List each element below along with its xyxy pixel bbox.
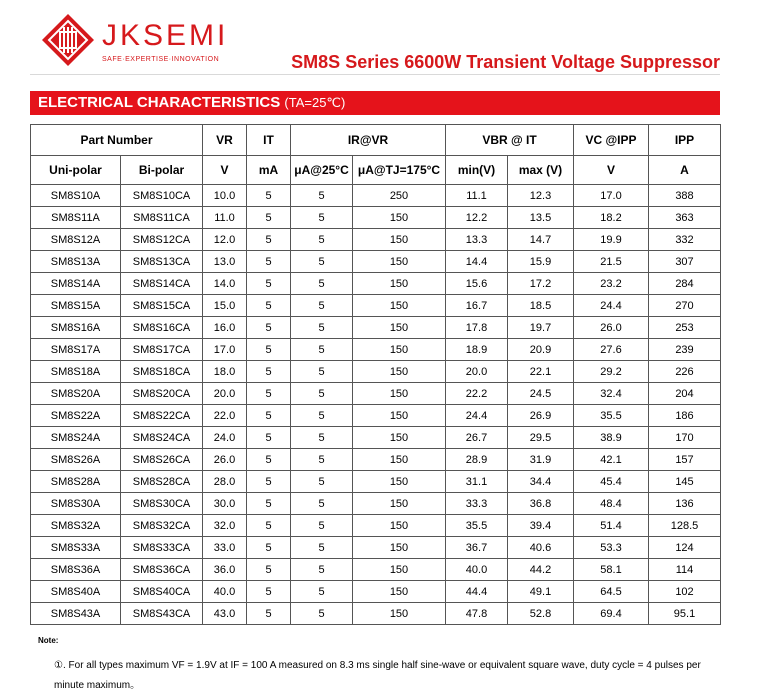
- table-cell: SM8S18A: [31, 361, 121, 383]
- header-ir-175c: μA@TJ=175°C: [353, 156, 446, 185]
- table-cell: 18.2: [574, 207, 649, 229]
- table-cell: 5: [291, 229, 353, 251]
- table-cell: SM8S12CA: [121, 229, 203, 251]
- note-text: ①. For all types maximum VF = 1.9V at IF = 100 A measured on 8.3 ms single half sine-wave or equivalent square wave, duty cycle = 4 pulses per minute maximum。: [54, 660, 701, 691]
- table-cell: 5: [247, 207, 291, 229]
- table-row: [31, 493, 721, 515]
- table-cell: SM8S11CA: [121, 207, 203, 229]
- table-cell: 157: [649, 449, 721, 471]
- table-cell: 35.5: [446, 515, 508, 537]
- table-cell: 30.0: [203, 493, 247, 515]
- table-cell: SM8S28A: [31, 471, 121, 493]
- table-cell: 53.3: [574, 537, 649, 559]
- table-cell: 43.0: [203, 603, 247, 625]
- table-cell: 69.4: [574, 603, 649, 625]
- table-cell: 44.4: [446, 581, 508, 603]
- table-cell: 13.5: [508, 207, 574, 229]
- table-cell: 16.0: [203, 317, 247, 339]
- table-cell: SM8S24CA: [121, 427, 203, 449]
- table-row: [31, 295, 721, 317]
- table-row: [31, 317, 721, 339]
- table-cell: 13.3: [446, 229, 508, 251]
- table-cell: SM8S28CA: [121, 471, 203, 493]
- table-cell: SM8S14A: [31, 273, 121, 295]
- table-cell: 5: [291, 383, 353, 405]
- table-cell: 19.7: [508, 317, 574, 339]
- table-cell: 22.2: [446, 383, 508, 405]
- table-cell: 136: [649, 493, 721, 515]
- table-cell: SM8S10CA: [121, 185, 203, 207]
- table-cell: 11.1: [446, 185, 508, 207]
- header-ir-25c: μA@25°C: [291, 156, 353, 185]
- table-cell: 5: [247, 581, 291, 603]
- table-cell: 5: [291, 427, 353, 449]
- table-cell: 12.0: [203, 229, 247, 251]
- header-vbr-max: max (V): [508, 156, 574, 185]
- table-cell: 26.0: [574, 317, 649, 339]
- table-cell: 5: [291, 559, 353, 581]
- table-cell: SM8S33A: [31, 537, 121, 559]
- table-cell: SM8S20CA: [121, 383, 203, 405]
- table-cell: 34.4: [508, 471, 574, 493]
- table-cell: 33.0: [203, 537, 247, 559]
- table-cell: 15.0: [203, 295, 247, 317]
- document-title: SM8S Series 6600W Transient Voltage Suppressor: [291, 52, 720, 72]
- table-cell: 27.6: [574, 339, 649, 361]
- table-cell: 124: [649, 537, 721, 559]
- table-cell: SM8S26CA: [121, 449, 203, 471]
- table-row: [31, 581, 721, 603]
- table-cell: 22.1: [508, 361, 574, 383]
- table-cell: 26.0: [203, 449, 247, 471]
- header-vc: VC @IPP: [574, 125, 649, 156]
- table-body: [31, 185, 721, 625]
- brand-tagline: SAFE·EXPERTISE·INNOVATION: [102, 56, 220, 63]
- table-cell: 44.2: [508, 559, 574, 581]
- header-vbr: VBR @ IT: [446, 125, 574, 156]
- table-cell: 5: [247, 559, 291, 581]
- table-cell: 31.1: [446, 471, 508, 493]
- table-cell: 150: [353, 229, 446, 251]
- table-cell: 150: [353, 273, 446, 295]
- table-cell: 45.4: [574, 471, 649, 493]
- table-row: [31, 273, 721, 295]
- table-cell: SM8S26A: [31, 449, 121, 471]
- section-banner: [30, 91, 720, 115]
- table-cell: 51.4: [574, 515, 649, 537]
- header-unit-ma: mA: [247, 156, 291, 185]
- table-cell: SM8S40A: [31, 581, 121, 603]
- header-ipp-unit: A: [649, 156, 721, 185]
- table-cell: 239: [649, 339, 721, 361]
- table-cell: 5: [291, 603, 353, 625]
- table-cell: 250: [353, 185, 446, 207]
- table-cell: 24.0: [203, 427, 247, 449]
- note-label: Note:: [38, 636, 59, 645]
- table-cell: 32.0: [203, 515, 247, 537]
- table-cell: 5: [247, 185, 291, 207]
- table-cell: SM8S17CA: [121, 339, 203, 361]
- header-vc-unit: V: [574, 156, 649, 185]
- header-unit-v: V: [203, 156, 247, 185]
- table-cell: 5: [247, 449, 291, 471]
- table-row: [31, 471, 721, 493]
- header-ir: IR@VR: [291, 125, 446, 156]
- table-cell: SM8S13CA: [121, 251, 203, 273]
- table-cell: 150: [353, 493, 446, 515]
- table-cell: 5: [291, 449, 353, 471]
- table-row: [31, 383, 721, 405]
- header-row-2: [31, 156, 721, 185]
- table-cell: SM8S22CA: [121, 405, 203, 427]
- table-cell: 26.7: [446, 427, 508, 449]
- table-cell: 36.7: [446, 537, 508, 559]
- table-cell: 42.1: [574, 449, 649, 471]
- table-cell: 29.2: [574, 361, 649, 383]
- table-cell: 5: [291, 207, 353, 229]
- table-row: [31, 339, 721, 361]
- header-it: IT: [247, 125, 291, 156]
- table-cell: 5: [247, 603, 291, 625]
- table-cell: 20.9: [508, 339, 574, 361]
- table-cell: 150: [353, 317, 446, 339]
- table-cell: 150: [353, 251, 446, 273]
- table-cell: 17.8: [446, 317, 508, 339]
- table-cell: 10.0: [203, 185, 247, 207]
- table-cell: 5: [291, 405, 353, 427]
- table-cell: SM8S18CA: [121, 361, 203, 383]
- table-cell: 29.5: [508, 427, 574, 449]
- table-row: [31, 229, 721, 251]
- header-part-number: Part Number: [31, 125, 203, 156]
- table-cell: 12.3: [508, 185, 574, 207]
- jksemi-diamond-icon: [40, 12, 96, 68]
- table-cell: SM8S15A: [31, 295, 121, 317]
- table-cell: 40.0: [203, 581, 247, 603]
- table-cell: SM8S24A: [31, 427, 121, 449]
- table-cell: 20.0: [203, 383, 247, 405]
- table-cell: 22.0: [203, 405, 247, 427]
- header-ipp: IPP: [649, 125, 721, 156]
- table-cell: 114: [649, 559, 721, 581]
- table-cell: 332: [649, 229, 721, 251]
- table-row: [31, 207, 721, 229]
- table-row: [31, 515, 721, 537]
- table-cell: 14.0: [203, 273, 247, 295]
- table-cell: 28.9: [446, 449, 508, 471]
- table-cell: SM8S16A: [31, 317, 121, 339]
- table-cell: 5: [291, 295, 353, 317]
- table-cell: SM8S40CA: [121, 581, 203, 603]
- table-cell: 5: [291, 317, 353, 339]
- table-cell: 17.0: [574, 185, 649, 207]
- table-cell: 58.1: [574, 559, 649, 581]
- header-bi-polar: Bi-polar: [121, 156, 203, 185]
- table-cell: 5: [291, 339, 353, 361]
- table-cell: SM8S11A: [31, 207, 121, 229]
- table-cell: 150: [353, 537, 446, 559]
- table-cell: 48.4: [574, 493, 649, 515]
- table-cell: 150: [353, 581, 446, 603]
- table-row: [31, 405, 721, 427]
- table-cell: 26.9: [508, 405, 574, 427]
- table-cell: 307: [649, 251, 721, 273]
- table-cell: SM8S12A: [31, 229, 121, 251]
- table-row: [31, 427, 721, 449]
- section-title-text: ELECTRICAL CHARACTERISTICS: [38, 94, 281, 111]
- table-cell: 40.0: [446, 559, 508, 581]
- table-cell: 64.5: [574, 581, 649, 603]
- table-cell: 150: [353, 471, 446, 493]
- table-cell: 36.0: [203, 559, 247, 581]
- table-cell: SM8S13A: [31, 251, 121, 273]
- table-cell: 20.0: [446, 361, 508, 383]
- header-vr: VR: [203, 125, 247, 156]
- table-cell: 47.8: [446, 603, 508, 625]
- table-cell: SM8S10A: [31, 185, 121, 207]
- table-cell: 170: [649, 427, 721, 449]
- header-divider: [30, 74, 720, 75]
- table-cell: 14.4: [446, 251, 508, 273]
- table-cell: 5: [247, 471, 291, 493]
- table-cell: 15.6: [446, 273, 508, 295]
- table-cell: SM8S17A: [31, 339, 121, 361]
- table-cell: 14.7: [508, 229, 574, 251]
- table-cell: 5: [247, 405, 291, 427]
- header-row-1: [31, 125, 721, 156]
- table-cell: 18.0: [203, 361, 247, 383]
- table-cell: 186: [649, 405, 721, 427]
- table-cell: 150: [353, 603, 446, 625]
- table-cell: 5: [247, 339, 291, 361]
- table-row: [31, 185, 721, 207]
- electrical-characteristics-table: [30, 124, 721, 625]
- table-cell: 5: [291, 185, 353, 207]
- table-cell: 5: [247, 383, 291, 405]
- table-cell: 32.4: [574, 383, 649, 405]
- table-cell: 150: [353, 449, 446, 471]
- table-cell: 284: [649, 273, 721, 295]
- table-row: [31, 537, 721, 559]
- table-cell: 36.8: [508, 493, 574, 515]
- table-cell: 150: [353, 405, 446, 427]
- table-cell: 388: [649, 185, 721, 207]
- table-cell: 5: [247, 295, 291, 317]
- jksemi-logo: [40, 12, 240, 68]
- table-cell: SM8S15CA: [121, 295, 203, 317]
- table-cell: 15.9: [508, 251, 574, 273]
- table-cell: 204: [649, 383, 721, 405]
- table-cell: 150: [353, 427, 446, 449]
- table-cell: SM8S32A: [31, 515, 121, 537]
- table-cell: 5: [291, 361, 353, 383]
- table-cell: 17.2: [508, 273, 574, 295]
- table-cell: 5: [247, 361, 291, 383]
- table-row: [31, 559, 721, 581]
- table-cell: 5: [247, 229, 291, 251]
- section-condition: (TA=25℃): [284, 95, 346, 110]
- table-cell: 5: [247, 273, 291, 295]
- table-cell: SM8S14CA: [121, 273, 203, 295]
- table-cell: SM8S22A: [31, 405, 121, 427]
- table-cell: 31.9: [508, 449, 574, 471]
- table-cell: 38.9: [574, 427, 649, 449]
- table-cell: 21.5: [574, 251, 649, 273]
- table-cell: SM8S20A: [31, 383, 121, 405]
- table-cell: 52.8: [508, 603, 574, 625]
- table-cell: 363: [649, 207, 721, 229]
- header-vbr-min: min(V): [446, 156, 508, 185]
- table-cell: 150: [353, 207, 446, 229]
- table-cell: 40.6: [508, 537, 574, 559]
- table-cell: 150: [353, 339, 446, 361]
- table-cell: 145: [649, 471, 721, 493]
- table-row: [31, 603, 721, 625]
- table-cell: 13.0: [203, 251, 247, 273]
- table-cell: 150: [353, 295, 446, 317]
- table-cell: 253: [649, 317, 721, 339]
- table-cell: 128.5: [649, 515, 721, 537]
- table-cell: 5: [247, 427, 291, 449]
- table-cell: 95.1: [649, 603, 721, 625]
- table-cell: 24.5: [508, 383, 574, 405]
- table-cell: 23.2: [574, 273, 649, 295]
- table-cell: 5: [291, 581, 353, 603]
- table-cell: 5: [291, 251, 353, 273]
- table-cell: 270: [649, 295, 721, 317]
- table-cell: SM8S36A: [31, 559, 121, 581]
- table-cell: 5: [291, 515, 353, 537]
- table-cell: 16.7: [446, 295, 508, 317]
- table-cell: SM8S32CA: [121, 515, 203, 537]
- table-cell: 49.1: [508, 581, 574, 603]
- table-cell: 28.0: [203, 471, 247, 493]
- table-cell: 11.0: [203, 207, 247, 229]
- table-cell: 19.9: [574, 229, 649, 251]
- table-cell: 5: [247, 251, 291, 273]
- table-cell: 35.5: [574, 405, 649, 427]
- table-row: [31, 251, 721, 273]
- table-cell: SM8S30CA: [121, 493, 203, 515]
- table-cell: 33.3: [446, 493, 508, 515]
- table-cell: 5: [291, 537, 353, 559]
- table-cell: 150: [353, 383, 446, 405]
- table-cell: 5: [291, 273, 353, 295]
- table-cell: 17.0: [203, 339, 247, 361]
- table-cell: SM8S36CA: [121, 559, 203, 581]
- table-cell: 150: [353, 559, 446, 581]
- table-cell: SM8S43A: [31, 603, 121, 625]
- table-cell: 226: [649, 361, 721, 383]
- table-cell: 5: [247, 515, 291, 537]
- table-cell: 5: [291, 471, 353, 493]
- table-cell: SM8S16CA: [121, 317, 203, 339]
- table-cell: 24.4: [574, 295, 649, 317]
- table-cell: 150: [353, 361, 446, 383]
- brand-name: JKSEMI: [102, 19, 229, 52]
- table-cell: 24.4: [446, 405, 508, 427]
- header-uni-polar: Uni-polar: [31, 156, 121, 185]
- table-cell: 12.2: [446, 207, 508, 229]
- table-cell: 5: [247, 317, 291, 339]
- table-cell: 18.5: [508, 295, 574, 317]
- section-title: [38, 94, 345, 111]
- table-cell: 5: [247, 537, 291, 559]
- table-cell: 102: [649, 581, 721, 603]
- table-row: [31, 449, 721, 471]
- table-cell: SM8S43CA: [121, 603, 203, 625]
- table-cell: 150: [353, 515, 446, 537]
- table-cell: 5: [291, 493, 353, 515]
- table-cell: 18.9: [446, 339, 508, 361]
- table-cell: SM8S33CA: [121, 537, 203, 559]
- table-row: [31, 361, 721, 383]
- table-cell: 5: [247, 493, 291, 515]
- table-cell: 39.4: [508, 515, 574, 537]
- table-cell: SM8S30A: [31, 493, 121, 515]
